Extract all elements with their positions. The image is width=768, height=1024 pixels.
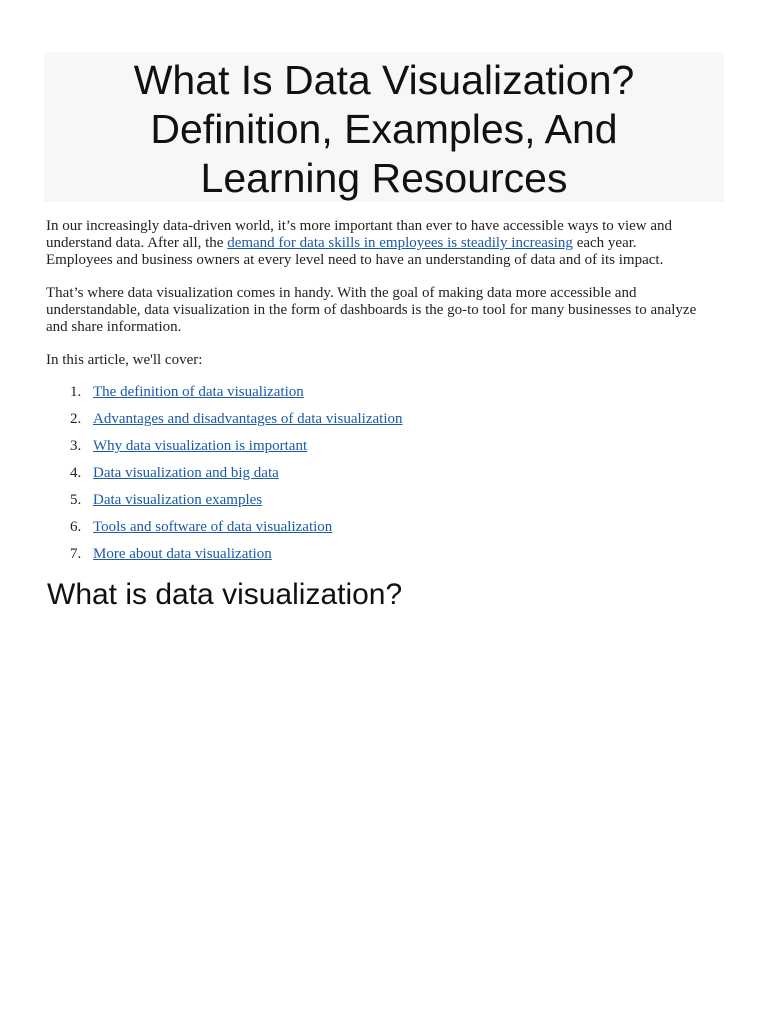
toc-link-examples[interactable]: Data visualization examples bbox=[93, 492, 263, 508]
article-body bbox=[46, 218, 726, 573]
toc-item bbox=[46, 411, 726, 428]
section-heading: What is data visualization? bbox=[47, 578, 403, 611]
toc-item bbox=[46, 519, 726, 536]
toc-link-more[interactable]: More about data visualization bbox=[93, 546, 272, 562]
table-of-contents bbox=[46, 384, 726, 563]
toc-item bbox=[46, 465, 726, 482]
title-banner bbox=[44, 52, 724, 202]
intro-p1-line-1: In our increasingly data-driven world, it’s more important than ever to have accessible ways to view and bbox=[46, 218, 673, 234]
intro-paragraph-1 bbox=[46, 218, 726, 269]
intro-paragraph-2 bbox=[46, 285, 726, 336]
toc-link-tools[interactable]: Tools and software of data visualization bbox=[93, 519, 333, 535]
toc-link-definition[interactable]: The definition of data visualization bbox=[93, 384, 304, 400]
toc-item bbox=[46, 384, 726, 401]
toc-link-importance[interactable]: Why data visualization is important bbox=[93, 438, 308, 454]
toc-item-number: 7. bbox=[70, 546, 82, 562]
intro-paragraph-3: In this article, we'll cover: bbox=[46, 352, 203, 368]
toc-link-big-data[interactable]: Data visualization and big data bbox=[93, 465, 279, 481]
toc-item bbox=[46, 492, 726, 509]
toc-item bbox=[46, 546, 726, 563]
toc-item-number: 1. bbox=[70, 384, 82, 400]
intro-p2-line-3: and share information. bbox=[46, 319, 182, 335]
intro-p1-line-2-start: understand data. After all, the bbox=[46, 235, 228, 251]
toc-item-number: 4. bbox=[70, 465, 82, 481]
page-title-line-3: Learning Resources bbox=[200, 155, 568, 201]
demand-for-data-skills-link[interactable]: demand for data skills in employees is steadily increasing bbox=[227, 235, 573, 251]
page-title-line-2: Definition, Examples, And bbox=[150, 106, 618, 152]
toc-item-number: 6. bbox=[70, 519, 82, 535]
toc-item-number: 5. bbox=[70, 492, 82, 508]
intro-p1-line-2-end: each year. bbox=[572, 235, 637, 251]
intro-p1-line-3: Employees and business owners at every level need to have an understanding of data and of its impact. bbox=[46, 252, 664, 268]
toc-link-advantages[interactable]: Advantages and disadvantages of data visualization bbox=[93, 411, 403, 427]
intro-p1-line-2 bbox=[46, 235, 726, 252]
toc-item bbox=[46, 438, 726, 455]
intro-p2-line-2: understandable, data visualization in the form of dashboards is the go-to tool for many businesses to analyze bbox=[46, 302, 697, 318]
page-title-line-1: What Is Data Visualization? bbox=[133, 57, 635, 103]
toc-item-number: 2. bbox=[70, 411, 82, 427]
toc-item-number: 3. bbox=[70, 438, 82, 454]
intro-p2-line-1: That’s where data visualization comes in handy. With the goal of making data more accessible and bbox=[46, 285, 637, 301]
